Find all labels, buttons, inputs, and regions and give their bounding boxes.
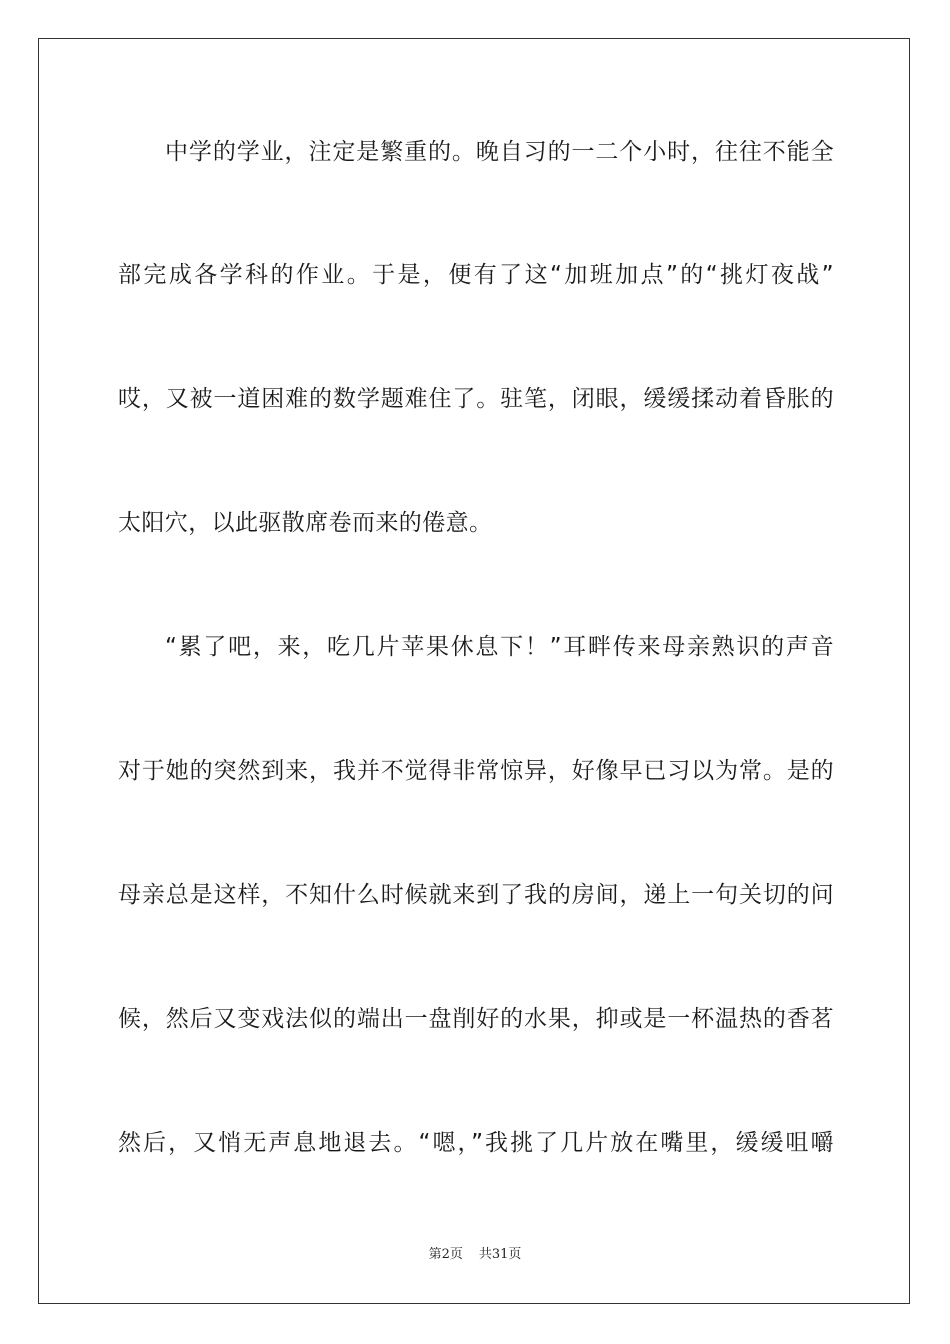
text-line: “累了吧，来，吃几片苹果休息下！”耳畔传来母亲熟识的声音: [165, 634, 834, 660]
text-line: 对于她的突然到来，我并不觉得非常惊异，好像早已习以为常。是的: [118, 758, 834, 784]
page-total: 共31页: [478, 1247, 522, 1262]
text-line: 然后，又悄无声息地退去。“嗯，”我挑了几片放在嘴里，缓缓咀嚼: [118, 1130, 834, 1156]
page-border: [38, 38, 910, 1304]
text-line: 太阳穴，以此驱散席卷而来的倦意。: [118, 510, 493, 536]
page-footer: [0, 1246, 950, 1264]
text-line: 中学的学业，注定是繁重的。晚自习的一二个小时，往往不能全: [165, 139, 834, 165]
text-line: 哎，又被一道困难的数学题难住了。驻笔，闭眼，缓缓揉动着昏胀的: [118, 386, 834, 412]
text-line: 部完成各学科的作业。于是，便有了这“加班加点”的“挑灯夜战”: [118, 262, 834, 288]
page-number: 第2页: [428, 1247, 463, 1262]
text-line: 候，然后又变戏法似的端出一盘削好的水果，抑或是一杯温热的香茗: [118, 1006, 834, 1032]
text-line: 母亲总是这样，不知什么时候就来到了我的房间，递上一句关切的问: [118, 882, 834, 908]
